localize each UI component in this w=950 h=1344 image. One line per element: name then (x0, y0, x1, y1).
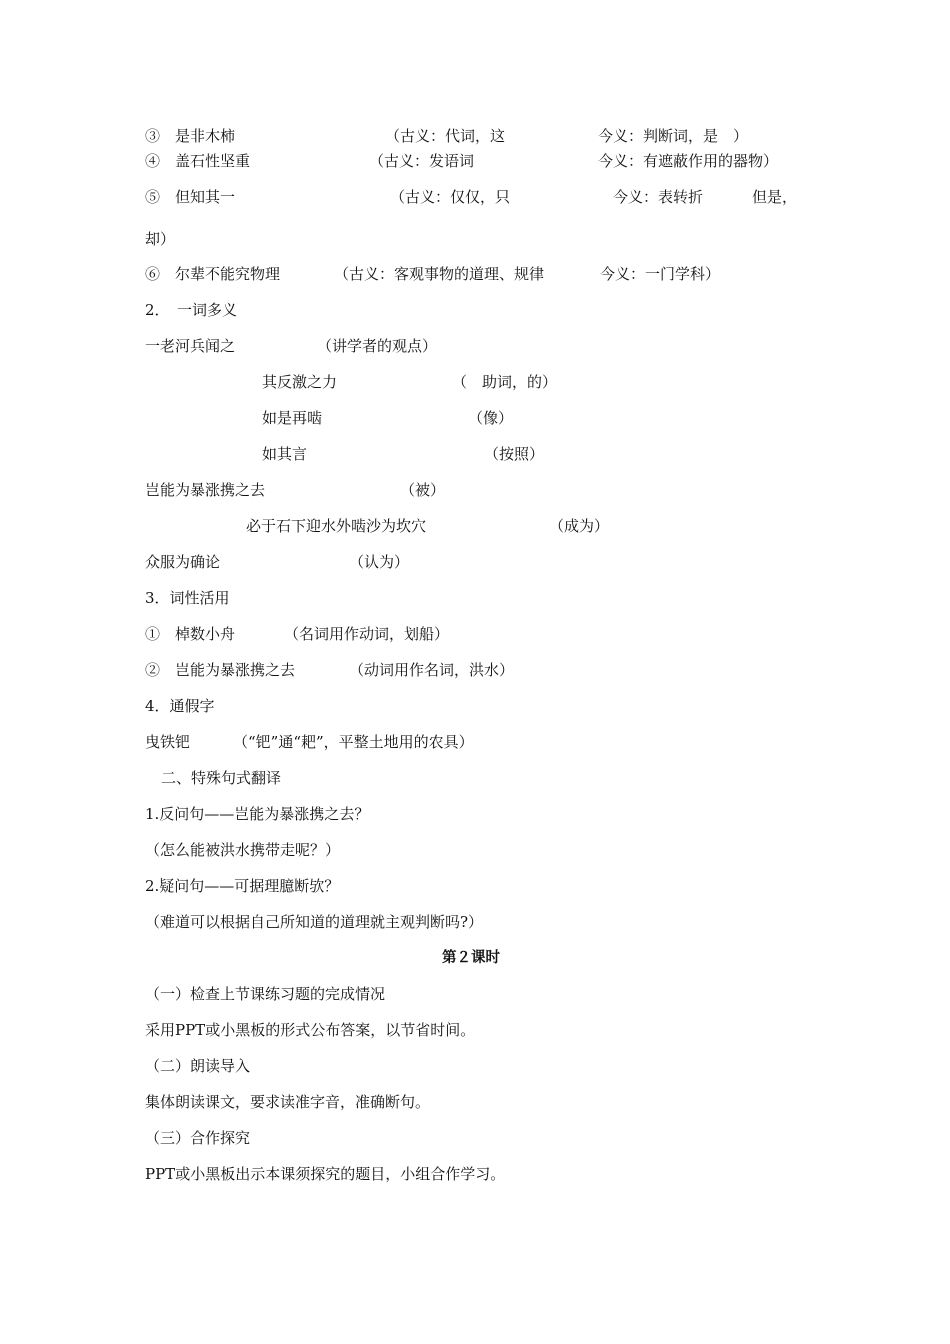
lesson-title: 第２课时 (442, 950, 500, 966)
text-line: （古义：客观事物的道理、规律 (334, 265, 545, 283)
text-line: （古义：仅仅，只 (390, 188, 511, 206)
text-line: ④ 盖石性坚重 (145, 152, 251, 170)
text-line: 如是再啮 (262, 409, 323, 427)
text-line: 今义：表转折 (613, 188, 704, 206)
text-line: （难道可以根据自己所知道的道理就主观判断吗?） (145, 913, 484, 931)
text-line: （像） (468, 409, 514, 427)
section-heading: （一）检查上节课练习题的完成情况 (145, 985, 386, 1003)
text-line: 如其言 (262, 445, 308, 463)
text-line: ② 岂能为暴涨携之去 (145, 661, 296, 679)
text-line: ⑤ 但知其一 (145, 188, 236, 206)
text-line: （ 助词，的） (452, 373, 558, 391)
text-line: 2.疑问句——可据理臆断欤？ (145, 877, 340, 895)
section-heading: 4．通假字 (145, 697, 215, 715)
text-line: 今义：一门学科） (600, 265, 721, 283)
text-line: （“钯”通“耙”，平整土地用的农具） (233, 733, 474, 751)
section-heading: 二、特殊句式翻译 (161, 769, 282, 787)
text-line: 集体朗读课文，要求读准字音，准确断句。 (145, 1093, 431, 1111)
text-line: 今义：判断词，是 ） (598, 127, 749, 145)
section-heading: 2． 一词多义 (145, 301, 238, 319)
text-line: （动词用作名词，洪水） (349, 661, 515, 679)
section-heading: （二）朗读导入 (145, 1057, 251, 1075)
text-line: （古义：代词，这 (385, 127, 506, 145)
text-line: （古义：发语词 (369, 152, 475, 170)
text-line: 其反激之力 (262, 373, 338, 391)
text-line: PPT或小黑板出示本课须探究的题目，小组合作学习。 (145, 1165, 506, 1183)
text-line: （被） (400, 481, 446, 499)
text-line: ③ 是非木柿 (145, 127, 236, 145)
text-line: 却） (145, 230, 176, 248)
text-line: 今义：有遮蔽作用的器物） (598, 152, 779, 170)
text-line: （成为） (549, 517, 610, 535)
text-line: ① 棹数小舟 (145, 625, 236, 643)
text-line: 一老河兵闻之 (145, 337, 236, 355)
text-line: （怎么能被洪水携带走呢？） (145, 841, 341, 859)
text-line: ⑥ 尔辈不能究物理 (145, 265, 281, 283)
text-line: 1.反问句——岂能为暴涨携之去？ (145, 805, 370, 823)
text-line: （按照） (484, 445, 545, 463)
text-line: （讲学者的观点） (317, 337, 438, 355)
text-line: 曳铁钯 (145, 733, 191, 751)
text-line: 采用PPT或小黑板的形式公布答案，以节省时间。 (145, 1021, 476, 1039)
text-line: 岂能为暴涨携之去 (145, 481, 266, 499)
section-heading: （三）合作探究 (145, 1129, 251, 1147)
section-heading: 3．词性活用 (145, 589, 230, 607)
text-line: 众服为确论 (145, 553, 221, 571)
text-line: 必于石下迎水外啮沙为坎穴 (246, 517, 427, 535)
text-line: 但是， (752, 188, 798, 206)
text-line: （认为） (349, 553, 410, 571)
text-line: （名词用作动词，划船） (284, 625, 450, 643)
